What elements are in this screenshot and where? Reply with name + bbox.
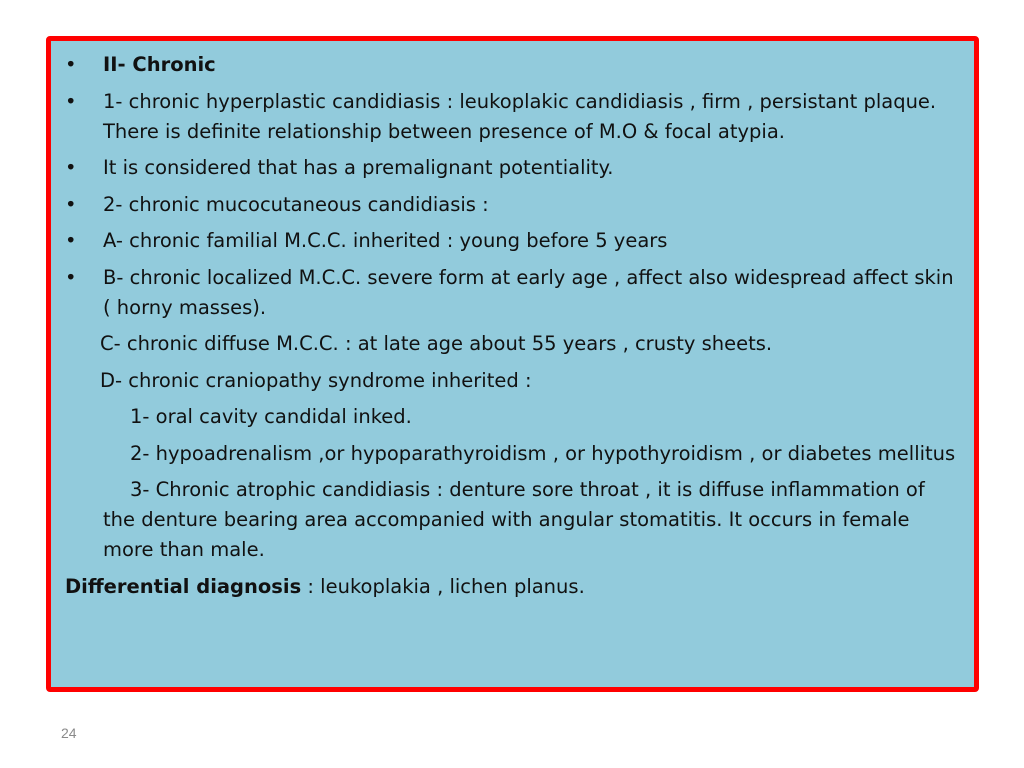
sub-line-d: D- chronic craniopathy syndrome inherited : <box>100 368 532 392</box>
page-number: 24 <box>61 725 77 741</box>
list-item <box>65 87 960 147</box>
differential-label: Differential diagnosis <box>65 574 302 598</box>
differential-diagnosis-line <box>65 572 960 602</box>
list-item-text: It is considered that has a premalignant potentiality. <box>103 156 614 179</box>
bullet-icon: • <box>65 53 77 76</box>
sub-line-d3: 3- Chronic atrophic candidiasis : denture sore throat , it is diffuse inflammation of the denture bearing area accompanied with angular stomatitis. It occurs in female more than male. <box>103 478 925 561</box>
list-item <box>65 226 960 256</box>
bullet-icon: • <box>65 192 77 216</box>
list-item-text: A- chronic familial M.C.C. inherited : young before 5 years <box>103 229 668 252</box>
list-item <box>65 263 960 323</box>
list-item-heading <box>65 50 960 80</box>
bullet-icon: • <box>65 156 77 179</box>
list-item-text: 1- chronic hyperplastic candidiasis : leukoplakic candidiasis , firm , persistant plaque. There is definite relationship between presence of M.O & focal atypia. <box>103 89 937 143</box>
list-item <box>65 190 960 220</box>
bullet-icon: • <box>65 265 77 289</box>
sub-line-d2: 2- hypoadrenalism ,or hypoparathyroidism , or hypothyroidism , or diabetes mellitus <box>130 441 956 465</box>
differential-text: : leukoplakia , lichen planus. <box>301 574 585 598</box>
content-box <box>46 36 979 692</box>
list-item-text: B- chronic localized M.C.C. severe form at early age , affect also widespread affect skin ( horny masses). <box>103 265 954 319</box>
sub-line-c: C- chronic diffuse M.C.C. : at late age about 55 years , crusty sheets. <box>100 332 773 355</box>
sub-line-d1: 1- oral cavity candidal inked. <box>130 405 412 428</box>
slide-content <box>65 50 960 608</box>
section-heading: II- Chronic <box>103 53 216 76</box>
list-item <box>65 153 960 183</box>
bullet-icon: • <box>65 229 77 252</box>
bullet-icon: • <box>65 89 77 113</box>
list-item-text: 2- chronic mucocutaneous candidiasis : <box>103 192 489 216</box>
